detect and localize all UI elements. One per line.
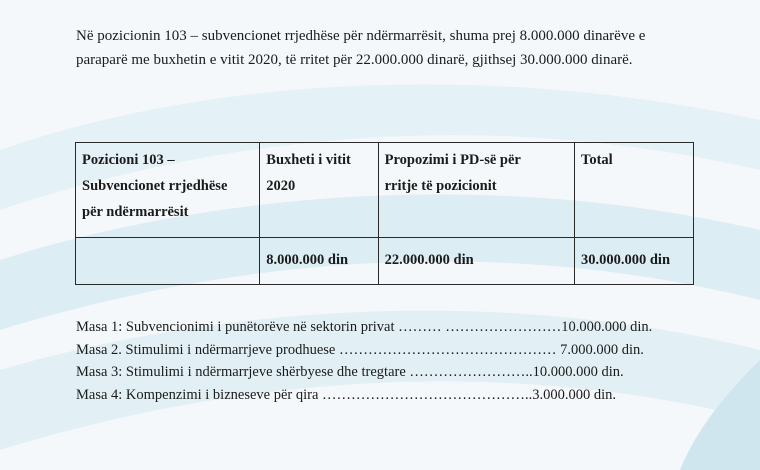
header-budget-2020 [260,143,378,238]
measure-dots: ……………………………………… [335,341,557,358]
measures-list [76,316,716,406]
measure-amount: 7.000.000 din. [556,341,644,358]
measure-label: Masa 3: Stimulimi i ndërmarrjeve shërbyese dhe tregtare [76,364,406,380]
value-proposal: 22.000.000 din [378,238,574,285]
intro-paragraph [76,24,716,72]
header-total-line: Total [580,152,613,168]
header-position [76,143,260,238]
header-position-line: për ndërmarrësit [82,204,189,220]
measure-amount: 10.000.000 din. [561,319,653,335]
table-header-row [76,143,694,238]
measure-label: Masa 2. Stimulimi i ndërmarrjeve prodhuese [76,341,336,358]
measure-amount: 10.000.000 din. [532,364,624,380]
table-row [76,238,694,285]
header-budget-line: 2020 [266,178,296,194]
value-position [76,238,260,285]
intro-line-2: paraparë me buxhetin e vitit 2020, të rritet për 22.000.000 dinarë, gjithsej 30.000.000 dinarë. [76,52,633,68]
header-proposal-line: rritje të pozicionit [384,178,497,194]
header-position-line: Pozicioni 103 – [82,152,175,168]
value-total: 30.000.000 din [574,238,693,285]
value-budget-2020: 8.000.000 din [260,238,378,285]
header-budget-line: Buxheti i vitit [266,152,351,168]
header-proposal-line: Propozimi i PD-së për [384,152,521,168]
measure-amount: 3.000.000 din. [532,386,617,403]
header-position-line: Subvencionet rrjedhëse [82,178,228,194]
header-proposal [378,143,574,238]
budget-table [75,142,694,285]
measure-dots: …………………….. [405,364,533,380]
measure-dots: …………………………………….. [318,386,533,403]
measure-label: Masa 1: Subvencionimi i punëtorëve në sektorin privat [76,319,395,335]
list-item [76,316,716,339]
measure-label: Masa 4: Kompenzimi i bizneseve për qira [76,386,319,403]
list-item [76,384,716,407]
list-item [76,339,716,362]
list-item [76,361,716,384]
intro-line-1: Në pozicionin 103 – subvencionet rrjedhëse për ndërmarrësit, shuma prej 8.000.000 dinarëve e [76,28,646,44]
header-total [574,143,693,238]
measure-dots: ……… …………………… [394,319,562,335]
